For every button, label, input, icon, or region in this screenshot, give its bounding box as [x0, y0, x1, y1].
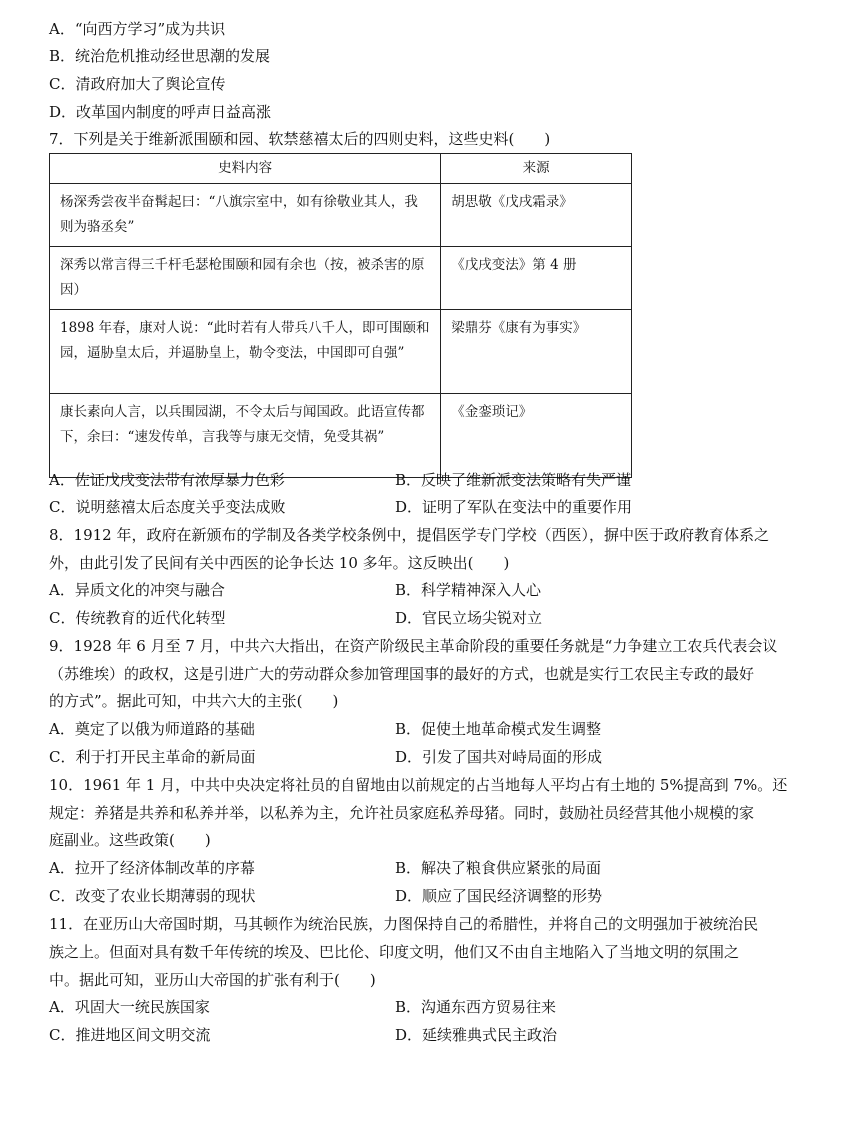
q10-stem-line-2: 规定：养猪是共养和私养并举，以私养为主，允许社员家庭私养母猪。同时，鼓励社员经营其他小规模的家 [49, 804, 755, 822]
row-content: 杨深秀尝夜半奋髯起曰：“八旗宗室中，如有徐敬业其人，我则为骆丞矣” [50, 184, 441, 247]
q7-option-b: B．反映了维新派变法策略有失严谨 [395, 471, 632, 489]
q9-option-b: B．促使土地革命模式发生调整 [395, 720, 602, 738]
q10-option-d: D．顺应了国民经济调整的形势 [395, 887, 603, 905]
q9-stem-line-3: 的方式”。据此可知，中共六大的主张( ) [49, 692, 339, 710]
q11-option-a: A．巩固大一统民族国家 [49, 998, 210, 1016]
row-content: 1898 年春，康对人说：“此时若有人带兵八千人，即可围颐和园，逼胁皇太后，并逼胁皇上，勒令变法，中国即可自强” [50, 310, 441, 394]
q8-stem-line-1: 8．1912 年，政府在新颁布的学制及各类学校条例中，提倡医学专门学校（西医），摒中医于政府教育体系之 [49, 526, 769, 544]
q9-option-d: D．引发了国共对峙局面的形成 [395, 748, 603, 766]
q8-option-d: D．官民立场尖锐对立 [395, 609, 543, 627]
q10-stem-line-3: 庭副业。这些政策( ) [49, 831, 211, 849]
q10-stem-line-1: 10．1961 年 1 月，中共中央决定将社员的自留地由以前规定的占当地每人平均占有土地的 5%提高到 7%。还 [49, 776, 788, 794]
q11-option-c: C．推进地区间文明交流 [49, 1026, 211, 1044]
table-row [50, 184, 632, 247]
q11-stem-line-3: 中。据此可知，亚历山大帝国的扩张有利于( ) [49, 971, 376, 989]
q6-option-c: C．清政府加大了舆论宣传 [49, 75, 226, 93]
q6-option-d: D．改革国内制度的呼声日益高涨 [49, 103, 272, 121]
header-source: 来源 [441, 154, 632, 184]
q9-stem-line-1: 9．1928 年 6 月至 7 月，中共六大指出，在资产阶级民主革命阶段的重要任务就是“力争建立工农兵代表会议 [49, 637, 778, 655]
table-row [50, 394, 632, 478]
q8-option-a: A．异质文化的冲突与融合 [49, 581, 225, 599]
q11-stem-line-1: 11．在亚历山大帝国时期，马其顿作为统治民族，力图保持自己的希腊性，并将自己的文明强加于被统治民 [49, 915, 759, 933]
q10-option-c: C．改变了农业长期薄弱的现状 [49, 887, 256, 905]
row-content: 深秀以常言得三千杆毛瑟枪围颐和园有余也（按，被杀害的原因） [50, 247, 441, 310]
q7-option-c: C．说明慈禧太后态度关乎变法成败 [49, 498, 286, 516]
row-source: 梁鼎芬《康有为事实》 [441, 310, 632, 394]
q7-stem: 7．下列是关于维新派围颐和园、软禁慈禧太后的四则史料，这些史料( ) [49, 130, 551, 148]
q11-option-b: B．沟通东西方贸易往来 [395, 998, 557, 1016]
row-source: 胡思敬《戊戌霜录》 [441, 184, 632, 247]
q11-stem-line-2: 族之上。但面对具有数千年传统的埃及、巴比伦、印度文明，他们又不由自主地陷入了当地文明的氛围之 [49, 943, 740, 961]
header-content: 史料内容 [50, 154, 441, 184]
q6-option-a: A．“向西方学习”成为共识 [49, 20, 226, 38]
q8-option-c: C．传统教育的近代化转型 [49, 609, 226, 627]
row-source: 《戊戌变法》第 4 册 [441, 247, 632, 310]
q8-option-b: B．科学精神深入人心 [395, 581, 542, 599]
row-content: 康长素向人言，以兵围园湖，不令太后与闻国政。此语宣传都下，余曰：“速发传单，言我等与康无交情，免受其祸” [50, 394, 441, 478]
q9-option-c: C．利于打开民主革命的新局面 [49, 748, 256, 766]
table-row [50, 310, 632, 394]
q6-option-b: B．统治危机推动经世思潮的发展 [49, 47, 271, 65]
q9-option-a: A．奠定了以俄为师道路的基础 [49, 720, 255, 738]
table-header-row [50, 154, 632, 184]
q10-option-a: A．拉开了经济体制改革的序幕 [49, 859, 255, 877]
q7-option-d: D．证明了军队在变法中的重要作用 [395, 498, 633, 516]
row-source: 《金銮琐记》 [441, 394, 632, 478]
table-row [50, 247, 632, 310]
q11-option-d: D．延续雅典式民主政治 [395, 1026, 558, 1044]
q10-option-b: B．解决了粮食供应紧张的局面 [395, 859, 602, 877]
source-table [49, 153, 632, 478]
q7-option-a: A．佐证戊戌变法带有浓厚暴力色彩 [49, 471, 285, 489]
q9-stem-line-2: （苏维埃）的政权，这是引进广大的劳动群众参加管理国事的最好的方式，也就是实行工农民主专政的最好 [49, 665, 755, 683]
q8-stem-line-2: 外，由此引发了民间有关中西医的论争长达 10 多年。这反映出( ) [49, 554, 510, 572]
